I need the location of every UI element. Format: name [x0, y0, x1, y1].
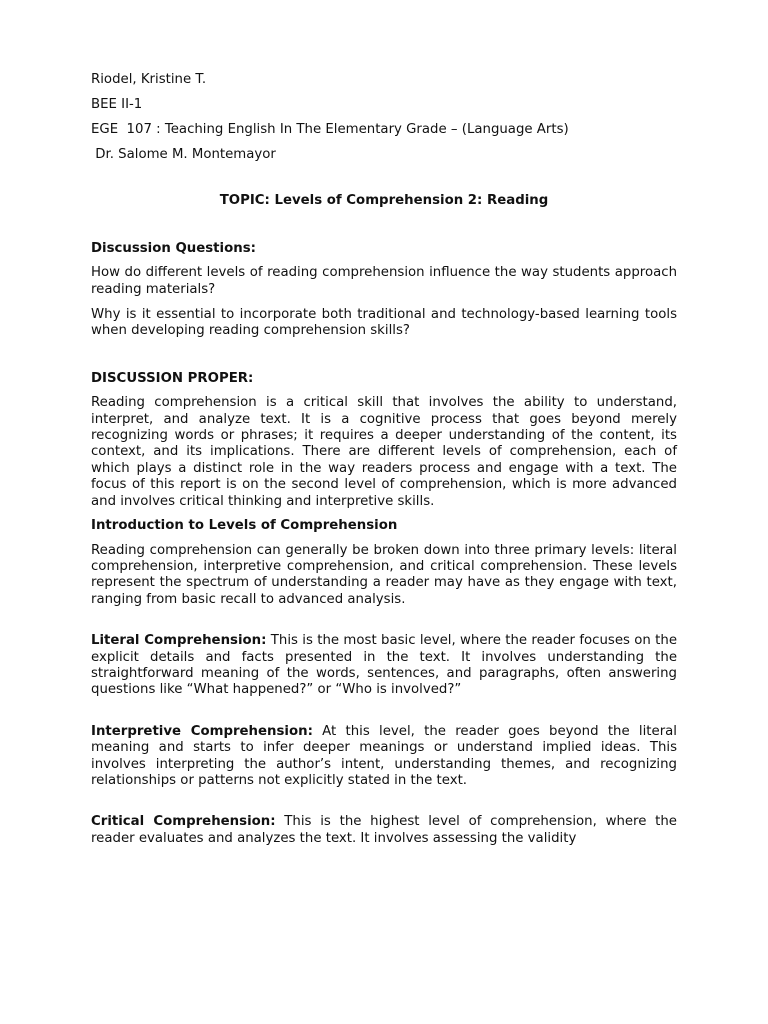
interpretive-comprehension-text: At this level, the reader goes beyond the literal meaning and starts to infer deeper meanings or understand implied ideas. This involves interpreting the author’s intent, understanding themes, and recognizing relationships or patterns not explicitly stated in the text. — [91, 723, 678, 788]
intro-heading: Introduction to Levels of Comprehension — [91, 518, 398, 534]
intro-paragraph: Reading comprehension can generally be broken down into three primary levels: literal comprehension, interpretive comprehension, and critical comprehension. These levels represent the spectrum of understanding a reader may have as they engage with text, ranging from basic recall to advanced analysis. — [91, 542, 677, 607]
discussion-proper-paragraph: Reading comprehension is a critical skill that involves the ability to understand, interpret, and analyze text. It is a cognitive process that goes beyond merely recognizing words or phrases; it requires a deeper understanding of the content, its context, and its implications. There are different levels of comprehension, each of which plays a distinct role in the way readers process and engage with a text. The focus of this report is on the second level of comprehension, which is more advanced and involves critical thinking and interpretive skills. — [91, 395, 677, 509]
literal-comprehension-term: Literal Comprehension: — [91, 633, 267, 649]
topic-title: TOPIC: Levels of Comprehension 2: Reading — [219, 193, 549, 209]
interpretive-comprehension-paragraph — [91, 724, 677, 790]
discussion-questions-heading: Discussion Questions: — [91, 240, 256, 256]
literal-comprehension-text: This is the most basic level, where the reader focuses on the explicit details and facts presented in the text. It involves understanding the straightforward meaning of the words, sentences, and paragraphs, often answering questions like “What happened?” or “Who is involved?” — [91, 633, 677, 698]
discussion-question-2: Why is it essential to incorporate both traditional and technology-based learning tools when developing reading comprehension skills? — [91, 307, 677, 339]
critical-comprehension-paragraph — [91, 814, 677, 847]
student-name: Riodel, Kristine T. — [91, 72, 207, 87]
literal-comprehension-paragraph — [91, 633, 677, 699]
critical-comprehension-term: Critical Comprehension: — [91, 814, 276, 830]
discussion-proper-heading: DISCUSSION PROPER: — [91, 370, 254, 386]
interpretive-comprehension-term: Interpretive Comprehension: — [91, 723, 313, 739]
course-title: EGE 107 : Teaching English In The Elementary Grade – (Language Arts) — [91, 122, 569, 137]
class-section: BEE II-1 — [91, 97, 143, 112]
instructor-name: Dr. Salome M. Montemayor — [91, 147, 276, 162]
critical-comprehension-text: This is the highest level of comprehension, where the reader evaluates and analyzes the text. It involves assessing the validity — [91, 814, 677, 846]
discussion-question-1: How do different levels of reading comprehension influence the way students approach reading materials? — [91, 265, 677, 297]
